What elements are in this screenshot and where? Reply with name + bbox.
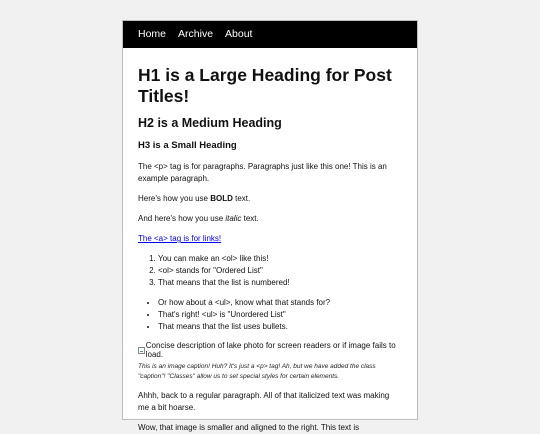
image-caption: This is an image caption! Huh? It's just a <p> tag! Ah, but we have added the class "caption"! "Classes" allow us to set special styles for certain elements.	[138, 363, 376, 381]
list-item: 1. You can make an <ol> like this!	[158, 253, 402, 265]
medium-heading: H2 is a Medium Heading	[138, 116, 282, 130]
italic-suffix: text.	[241, 214, 259, 223]
post-content	[123, 48, 417, 434]
broken-image	[138, 341, 402, 359]
list-item: 2. <ol> stands for "Ordered List"	[158, 265, 402, 277]
list-item: • That's right! <ul> is "Unordered List"	[158, 309, 402, 321]
intro-paragraph: The <p> tag is for paragraphs. Paragraphs just like this one! This is an example paragraph.	[138, 162, 387, 183]
cut-off-paragraph: Wow, that image is smaller and aligned to the right. This text is	[138, 423, 360, 433]
bold-prefix: Here's how you use	[138, 194, 211, 203]
page-container	[122, 20, 418, 433]
regular-paragraph: Ahhh, back to a regular paragraph. All of that italicized text was making me a bit hoarse.	[138, 391, 390, 413]
nav-about-link[interactable]: About	[225, 28, 253, 41]
post-title: H1 is a Large Heading for Post Titles!	[138, 65, 392, 106]
bold-suffix: text.	[232, 194, 251, 203]
example-link[interactable]: The <a> tag is for links!	[138, 234, 222, 243]
link-paragraph	[138, 233, 402, 245]
italic-example-paragraph	[138, 213, 402, 225]
italic-prefix: And here's how you use	[138, 214, 226, 223]
ordered-list	[138, 253, 402, 289]
bold-example-paragraph	[138, 193, 402, 205]
italic-word: italic	[225, 214, 242, 223]
nav-archive-link[interactable]: Archive	[178, 28, 214, 41]
unordered-list	[138, 297, 402, 333]
list-item: • That means that the list uses bullets.	[158, 321, 402, 333]
top-nav	[123, 21, 417, 48]
nav-home-link[interactable]: Home	[138, 28, 167, 41]
bold-word: BOLD	[210, 194, 233, 203]
image-alt-text: Concise description of lake photo for screen readers or if image fails to load.	[145, 341, 396, 359]
list-item: • Or how about a <ul>, know what that stands for?	[158, 297, 402, 309]
list-item: 3. That means that the list is numbered!	[158, 277, 402, 289]
small-heading: H3 is a Small Heading	[138, 140, 237, 151]
broken-image-icon	[138, 347, 145, 354]
